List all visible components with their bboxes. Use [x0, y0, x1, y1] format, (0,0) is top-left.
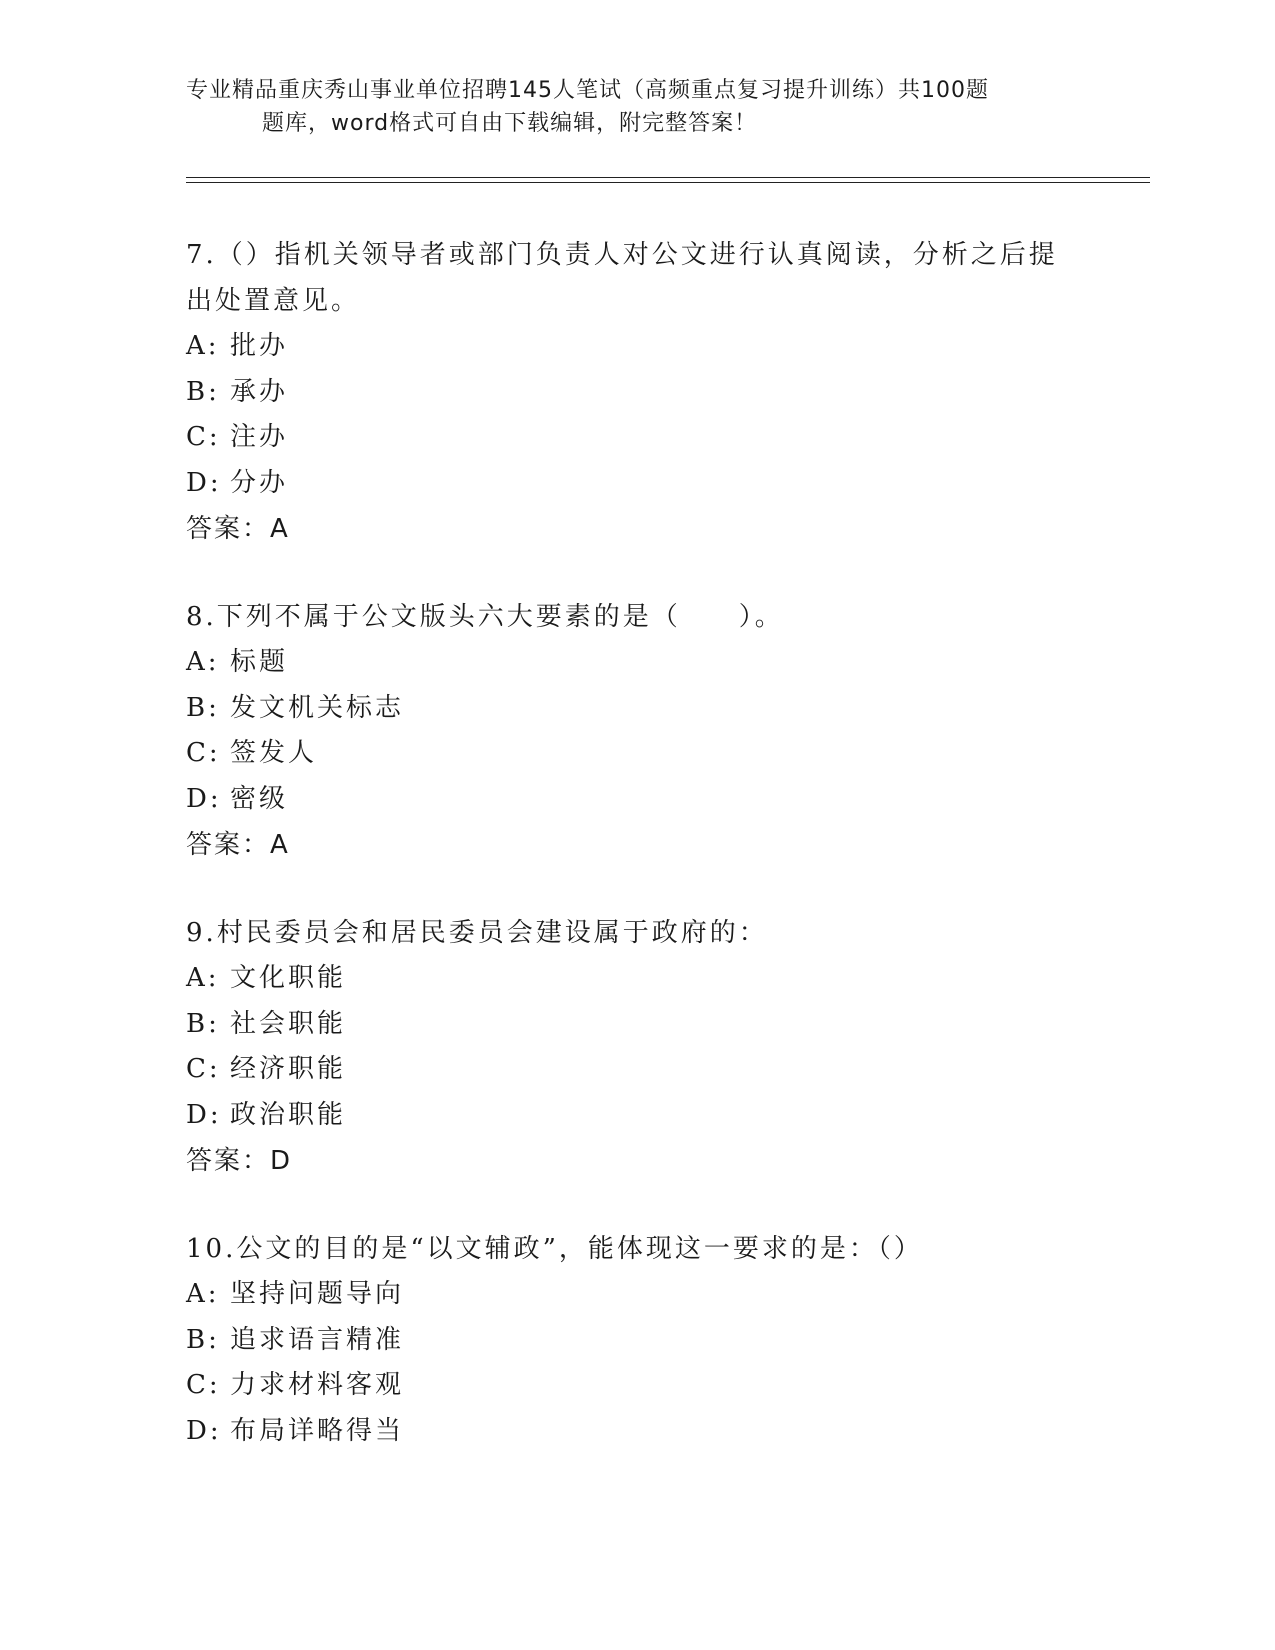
option-c	[186, 1047, 1086, 1093]
question-text: 9.村民委员会和居民委员会建设属于政府的：	[186, 918, 768, 948]
option-c	[186, 1363, 1086, 1409]
question-item	[186, 232, 1086, 552]
option-letter: A:	[186, 331, 220, 361]
option-b	[186, 370, 1086, 416]
option-a	[186, 324, 1086, 370]
question-item	[186, 1226, 1086, 1454]
option-c	[186, 731, 1086, 777]
option-text: 承办	[230, 376, 289, 407]
option-letter: B:	[186, 376, 220, 407]
option-letter: C:	[186, 1370, 221, 1400]
question-list	[186, 232, 1086, 1496]
option-a	[186, 1272, 1086, 1318]
option-text: 坚持问题导向	[230, 1279, 405, 1309]
option-text: 标题	[230, 647, 289, 677]
option-text: 发文机关标志	[230, 692, 405, 723]
question-item	[186, 910, 1086, 1184]
option-letter: C:	[186, 422, 221, 452]
option-b	[186, 686, 1086, 732]
option-text: 追求语言精准	[230, 1324, 405, 1355]
option-text: 密级	[230, 783, 289, 814]
option-c	[186, 415, 1086, 461]
header-title-line-1: 专业精品重庆秀山事业单位招聘145人笔试（高频重点复习提升训练）共100题	[186, 78, 989, 103]
option-letter: A:	[186, 1279, 220, 1309]
answer-line: 答案：A	[186, 830, 290, 860]
option-text: 政治职能	[230, 1099, 347, 1130]
option-text: 注办	[230, 422, 289, 452]
option-letter: A:	[186, 963, 220, 993]
option-d	[186, 461, 1086, 507]
option-text: 布局详略得当	[230, 1415, 405, 1446]
answer-line: 答案：D	[186, 1146, 293, 1176]
option-letter: C:	[186, 738, 221, 768]
option-text: 社会职能	[230, 1008, 347, 1039]
option-d	[186, 1093, 1086, 1139]
option-text: 签发人	[230, 738, 318, 768]
option-text: 分办	[230, 467, 289, 498]
option-letter: D:	[186, 467, 222, 498]
question-text: 10.公文的目的是“以文辅政”，能体现这一要求的是：（）	[186, 1234, 923, 1264]
option-text: 文化职能	[230, 963, 347, 993]
option-b	[186, 1318, 1086, 1364]
header-divider-top	[186, 177, 1150, 178]
option-letter: B:	[186, 692, 220, 723]
header-divider-bottom	[186, 182, 1150, 183]
answer-line: 答案：A	[186, 514, 290, 544]
option-text: 批办	[230, 331, 289, 361]
option-letter: D:	[186, 783, 222, 814]
question-item	[186, 594, 1086, 868]
option-b	[186, 1002, 1086, 1048]
option-letter: B:	[186, 1008, 220, 1039]
option-d	[186, 1409, 1086, 1455]
option-letter: D:	[186, 1099, 222, 1130]
document-header	[186, 74, 1066, 140]
option-letter: C:	[186, 1054, 221, 1084]
option-d	[186, 777, 1086, 823]
header-title-line-2: 题库，word格式可自由下载编辑，附完整答案！	[262, 111, 758, 136]
option-text: 力求材料客观	[230, 1370, 405, 1400]
option-letter: D:	[186, 1415, 222, 1446]
question-text: 8.下列不属于公文版头六大要素的是（ ）。	[186, 602, 784, 632]
option-letter: A:	[186, 647, 220, 677]
option-text: 经济职能	[230, 1054, 347, 1084]
option-a	[186, 640, 1086, 686]
question-text: 7.（）指机关领导者或部门负责人对公文进行认真阅读，分析之后提出处置意见。	[186, 240, 1058, 316]
option-letter: B:	[186, 1324, 220, 1355]
option-a	[186, 956, 1086, 1002]
